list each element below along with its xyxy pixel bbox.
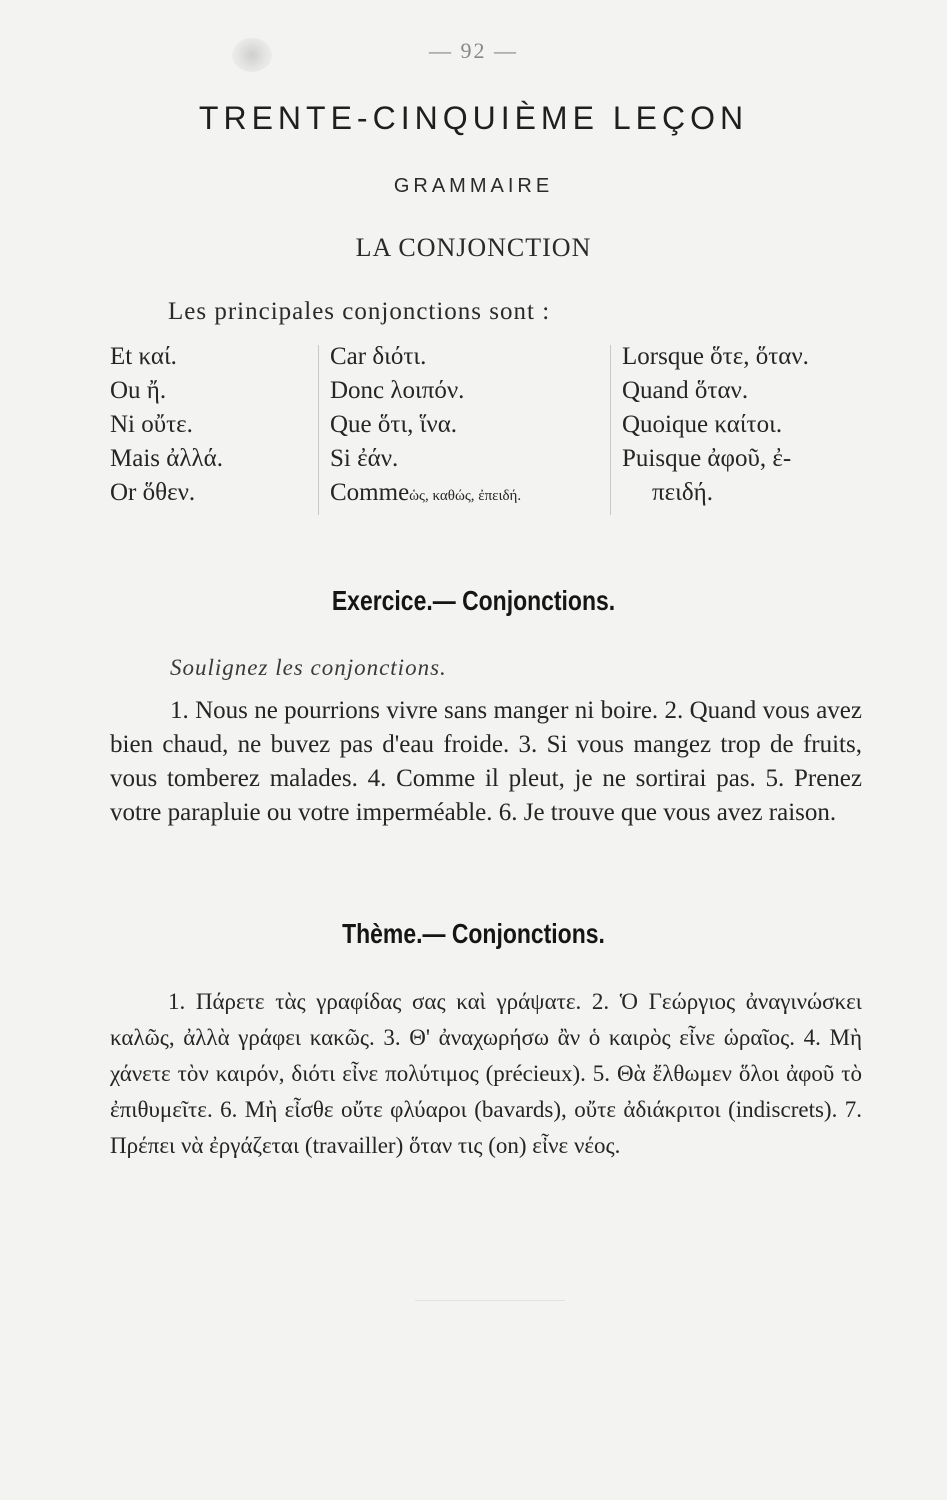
conjunction-item: Or ὅθεν. — [110, 479, 196, 506]
faint-rule — [415, 1300, 565, 1301]
conjunction-item: Puisque ἀφοῦ, ἐ- — [622, 445, 792, 472]
exercise-heading: Exercice.— Conjonctions. — [331, 585, 616, 616]
page-number: — 92 — — [429, 38, 518, 63]
conjunction-french: Comme — [330, 479, 410, 506]
conjunction-item: Car διότι. — [330, 343, 427, 370]
conjunction-item: Si ἐάν. — [330, 445, 399, 472]
theme-text: 1. Πάρετε τὰς γραφίδας σας καὶ γράψατε. 2. Ὁ Γεώργιος ἀναγινώσκει καλῶς, ἀλλὰ γράφει κακῶς. 3. Θ' ἀναχωρήσω ἂν ὁ καιρὸς εἶνε ὡραῖος. 4. Μὴ χάνετε τὸν καιρόν, διότι εἶνε πολύτιμος (précieux). 5. Θὰ ἔλθωμεν ὅλοι ἀφοῦ τὸ ἐπιθυμεῖτε. 6. Μὴ εἶσθε οὔτε φλύαροι (bavards), οὔτε ἀδιάκριτοι (indiscrets). 7. Πρέπει νὰ ἐργάζεται (travailler) ὅταν τις (on) εἶνε νέος. — [110, 989, 862, 1158]
conjunction-item: Donc λοιπόν. — [330, 377, 465, 404]
conjunction-item: Et καί. — [110, 343, 177, 370]
conjunction-item: Ni οὔτε. — [110, 411, 193, 438]
conjunction-column-2 — [330, 340, 521, 513]
subject-heading: LA CONJONCTION — [355, 233, 592, 262]
conjunction-column-1 — [110, 340, 223, 510]
conjunction-item: Que ὅτι, ἵνα. — [330, 411, 458, 438]
column-divider — [610, 345, 611, 515]
conjunction-item: πειδή. — [652, 479, 713, 506]
theme-heading: Thème.— Conjonctions. — [342, 918, 605, 949]
conjunction-column-3 — [622, 340, 809, 510]
conjunction-item: Mais ἀλλά. — [110, 445, 223, 472]
conjunction-item: Lorsque ὅτε, ὅταν. — [622, 343, 809, 370]
conjunction-item: Ou ἤ. — [110, 377, 167, 404]
intro-line: Les principales conjonctions sont : — [168, 298, 551, 325]
conjunction-item — [330, 476, 521, 513]
column-divider — [318, 345, 319, 515]
section-heading: GRAMMAIRE — [393, 175, 554, 197]
conjunction-item: Quand ὅταν. — [622, 377, 749, 404]
conjunction-item: Quoique καίτοι. — [622, 411, 783, 438]
exercise-text: 1. Nous ne pourrions vivre sans manger ni boire. 2. Quand vous avez bien chaud, ne buvez pas d'eau froide. 3. Si vous mangez trop de fruits, vous tomberez malades. 4. Comme il pleut, je ne sortirai pas. 5. Prenez votre parapluie ou votre imperméable. 6. Je trouve que vous avez raison. — [110, 697, 862, 826]
conjunction-greek: ὡς, καθώς, ἐπειδή. — [409, 488, 522, 504]
lesson-title: TRENTE-CINQUIÈME LEÇON — [198, 100, 749, 136]
exercise-instruction: Soulignez les conjonctions. — [170, 655, 447, 680]
